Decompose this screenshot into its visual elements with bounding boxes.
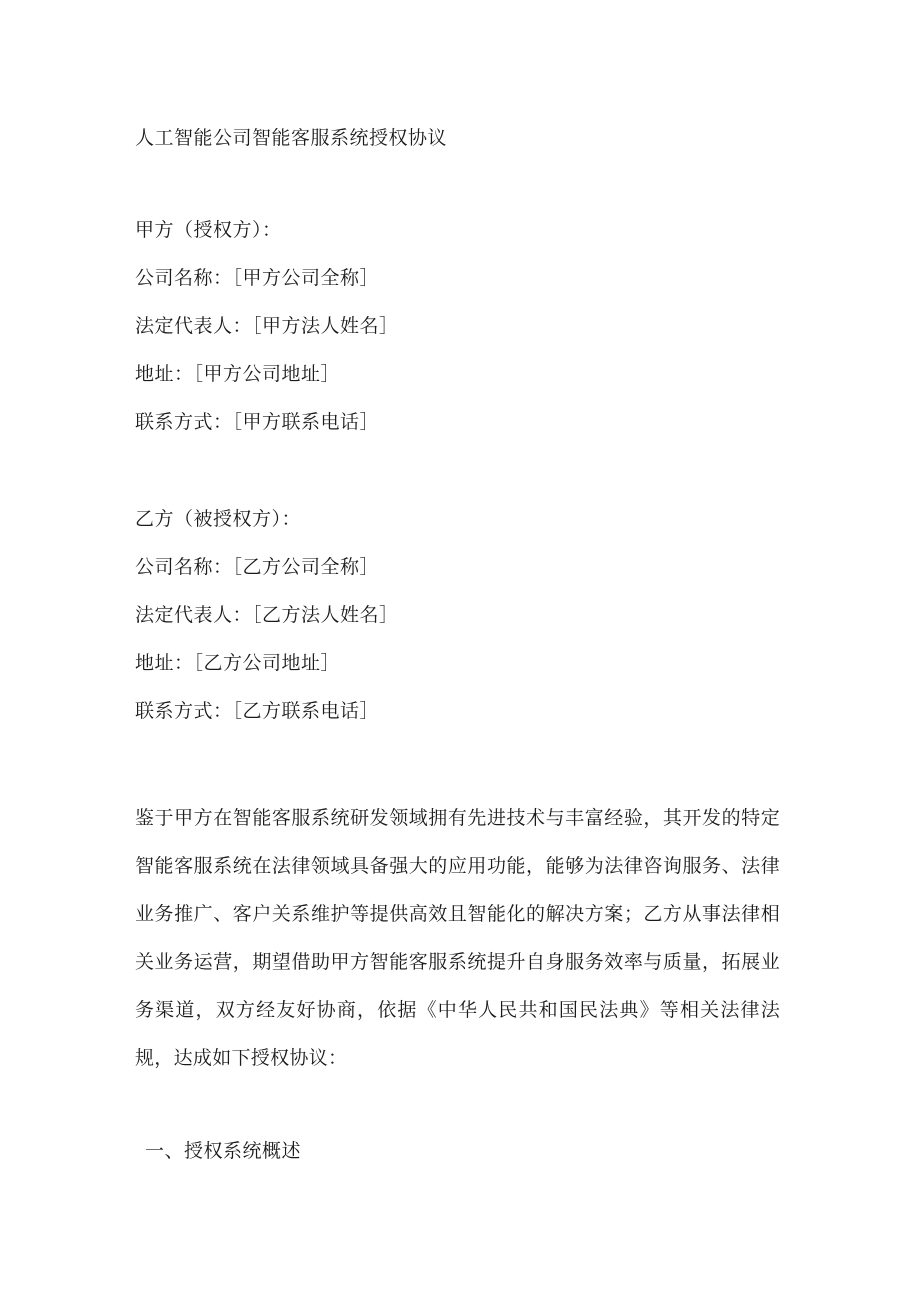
document-title: 人工智能公司智能客服系统授权协议: [135, 127, 448, 149]
preamble-paragraph: 鉴于甲方在智能客服系统研发领域拥有先进技术与丰富经验，其开发的特定智能客服系统在法律领域具备强大的应用功能，能够为法律咨询服务、法律业务推广、客户关系维护等提供高效且智能化的解决方案；乙方从事法律相关业务运营，期望借助甲方智能客服系统提升自身服务效率与质量，拓展业务渠道，双方经友好协商，依据《中华人民共和国民法典》等相关法律法规，达成如下授权协议：: [135, 807, 780, 1069]
party-b-heading: 乙方（被授权方）：: [135, 508, 302, 530]
party-a-heading: 甲方（授权方）：: [135, 219, 282, 241]
party-b-company: 公司名称：［乙方公司全称］: [135, 556, 380, 578]
party-b-representative: 法定代表人：［乙方法人姓名］: [135, 604, 399, 626]
party-a-contact: 联系方式：［甲方联系电话］: [135, 411, 380, 433]
party-a-representative: 法定代表人：［甲方法人姓名］: [135, 315, 399, 337]
party-b-address: 地址：［乙方公司地址］: [135, 652, 341, 674]
party-b-contact: 联系方式：［乙方联系电话］: [135, 700, 380, 722]
party-a-address: 地址：［甲方公司地址］: [135, 363, 341, 385]
section-1-heading: 一、授权系统概述: [145, 1140, 302, 1162]
party-a-company: 公司名称：［甲方公司全称］: [135, 267, 380, 289]
